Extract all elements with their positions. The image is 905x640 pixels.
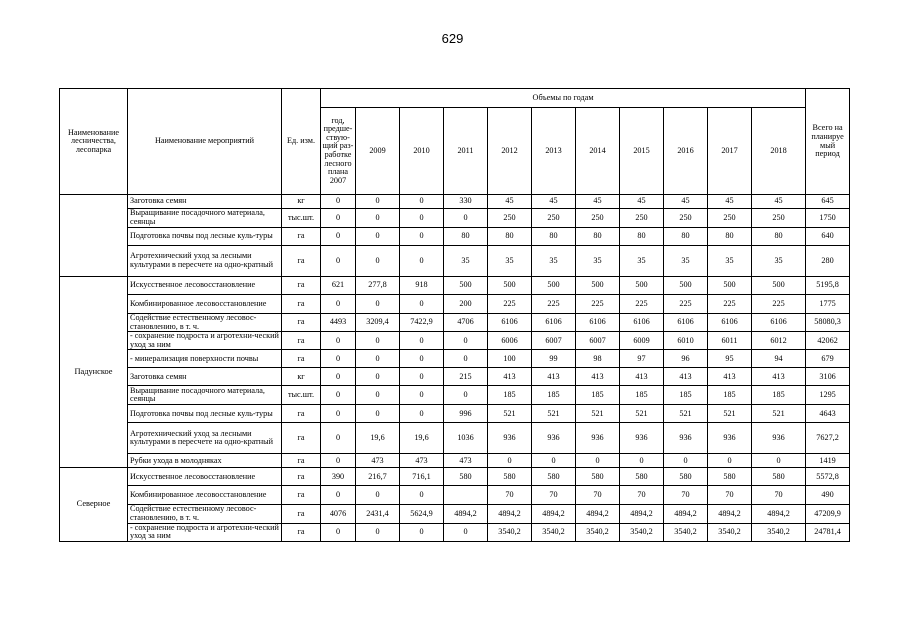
value-cell: 80 [620, 228, 664, 246]
value-cell: 70 [620, 486, 664, 505]
value-cell: 500 [532, 277, 576, 295]
unit-cell: кг [282, 195, 321, 209]
activity-name: Содействие естественному лесовос-становлению, в т. ч. [128, 314, 282, 332]
value-cell: 580 [752, 468, 806, 486]
value-cell: 185 [576, 386, 620, 405]
activity-name: Искусственное лесовосстановление [128, 468, 282, 486]
value-cell: 0 [444, 386, 488, 405]
value-cell: 6010 [664, 332, 708, 350]
table-row [60, 405, 850, 423]
value-cell: 185 [488, 386, 532, 405]
value-cell: 5624,9 [400, 505, 444, 523]
value-cell: 185 [708, 386, 752, 405]
total-cell: 47209,9 [806, 505, 850, 523]
table-row [60, 246, 850, 277]
value-cell: 0 [400, 368, 444, 386]
value-cell: 250 [752, 209, 806, 228]
value-cell: 225 [708, 295, 752, 314]
value-cell: 996 [444, 405, 488, 423]
value-cell: 35 [444, 246, 488, 277]
total-cell: 4643 [806, 405, 850, 423]
value-cell: 0 [400, 523, 444, 541]
unit-cell: га [282, 350, 321, 368]
value-cell: 3540,2 [752, 523, 806, 541]
value-cell: 0 [321, 350, 356, 368]
total-cell: 1295 [806, 386, 850, 405]
value-cell: 6106 [532, 314, 576, 332]
value-cell: 0 [400, 332, 444, 350]
value-cell: 0 [400, 386, 444, 405]
activity-name: Рубки ухода в молодняках [128, 454, 282, 468]
value-cell: 413 [532, 368, 576, 386]
value-cell: 45 [488, 195, 532, 209]
value-cell: 6106 [488, 314, 532, 332]
unit-cell: га [282, 523, 321, 541]
value-cell: 500 [576, 277, 620, 295]
table-row [60, 468, 850, 486]
value-cell: 0 [356, 523, 400, 541]
table-row [60, 209, 850, 228]
forestry-name: Падунское [60, 277, 128, 468]
value-cell: 0 [321, 454, 356, 468]
value-cell: 0 [321, 332, 356, 350]
value-cell: 4493 [321, 314, 356, 332]
value-cell: 70 [488, 486, 532, 505]
value-cell: 0 [444, 209, 488, 228]
value-cell: 6106 [576, 314, 620, 332]
value-cell: 936 [620, 423, 664, 454]
unit-cell: га [282, 277, 321, 295]
header-year: 2012 [488, 108, 532, 195]
value-cell: 521 [488, 405, 532, 423]
value-cell: 0 [400, 295, 444, 314]
value-cell: 19,6 [356, 423, 400, 454]
value-cell: 0 [321, 209, 356, 228]
value-cell: 6007 [532, 332, 576, 350]
value-cell: 0 [356, 195, 400, 209]
value-cell: 95 [708, 350, 752, 368]
value-cell: 225 [576, 295, 620, 314]
header-year: 2016 [664, 108, 708, 195]
unit-cell: га [282, 295, 321, 314]
value-cell: 35 [576, 246, 620, 277]
unit-cell: га [282, 246, 321, 277]
value-cell: 473 [444, 454, 488, 468]
activity-name: Подготовка почвы под лесные куль-туры [128, 405, 282, 423]
value-cell: 0 [321, 246, 356, 277]
header-year: 2009 [356, 108, 400, 195]
value-cell: 473 [356, 454, 400, 468]
value-cell: 500 [752, 277, 806, 295]
value-cell: 6106 [708, 314, 752, 332]
value-cell: 6106 [664, 314, 708, 332]
value-cell: 225 [664, 295, 708, 314]
value-cell: 4706 [444, 314, 488, 332]
value-cell: 4076 [321, 505, 356, 523]
value-cell: 225 [752, 295, 806, 314]
unit-cell: га [282, 423, 321, 454]
value-cell: 45 [620, 195, 664, 209]
value-cell: 500 [708, 277, 752, 295]
value-cell: 4894,2 [664, 505, 708, 523]
unit-cell: тыс.шт. [282, 386, 321, 405]
value-cell: 277,8 [356, 277, 400, 295]
value-cell: 6011 [708, 332, 752, 350]
header-year: 2011 [444, 108, 488, 195]
activity-name: Содействие естественному лесовос-становлению, в т. ч. [128, 505, 282, 523]
value-cell: 4894,2 [620, 505, 664, 523]
value-cell: 580 [444, 468, 488, 486]
value-cell: 80 [488, 228, 532, 246]
value-cell: 521 [532, 405, 576, 423]
table-row [60, 505, 850, 523]
value-cell: 35 [488, 246, 532, 277]
header-total: Всего на планируе мый период [806, 89, 850, 195]
value-cell: 19,6 [400, 423, 444, 454]
header-prev-period: год, предше-ствую-щий раз-работке лесного плана 2007 [321, 108, 356, 195]
unit-cell: га [282, 314, 321, 332]
value-cell: 35 [532, 246, 576, 277]
table-row [60, 523, 850, 541]
unit-cell: тыс.шт. [282, 209, 321, 228]
total-cell: 7627,2 [806, 423, 850, 454]
value-cell: 0 [321, 405, 356, 423]
value-cell: 0 [321, 295, 356, 314]
value-cell: 70 [532, 486, 576, 505]
table-row [60, 228, 850, 246]
value-cell: 0 [356, 486, 400, 505]
total-cell: 490 [806, 486, 850, 505]
value-cell: 0 [444, 332, 488, 350]
value-cell: 580 [708, 468, 752, 486]
value-cell: 413 [708, 368, 752, 386]
value-cell: 250 [576, 209, 620, 228]
value-cell: 936 [664, 423, 708, 454]
value-cell: 0 [356, 405, 400, 423]
value-cell: 580 [620, 468, 664, 486]
value-cell: 4894,2 [532, 505, 576, 523]
value-cell: 6106 [752, 314, 806, 332]
header-year: 2018 [752, 108, 806, 195]
value-cell: 0 [321, 368, 356, 386]
total-cell: 280 [806, 246, 850, 277]
table-row [60, 314, 850, 332]
table-row [60, 295, 850, 314]
value-cell: 225 [620, 295, 664, 314]
activity-name: - минерализация поверхности почвы [128, 350, 282, 368]
value-cell: 216,7 [356, 468, 400, 486]
value-cell: 580 [488, 468, 532, 486]
value-cell: 0 [356, 332, 400, 350]
table-row [60, 386, 850, 405]
value-cell: 6006 [488, 332, 532, 350]
value-cell: 0 [356, 386, 400, 405]
page-number: 629 [441, 31, 464, 46]
value-cell: 35 [620, 246, 664, 277]
value-cell: 500 [488, 277, 532, 295]
activity-name: Заготовка семян [128, 195, 282, 209]
value-cell: 4894,2 [444, 505, 488, 523]
total-cell: 640 [806, 228, 850, 246]
value-cell: 6106 [620, 314, 664, 332]
value-cell: 473 [400, 454, 444, 468]
value-cell: 3540,2 [576, 523, 620, 541]
value-cell: 0 [400, 246, 444, 277]
activity-name: - сохранение подроста и агротехни-ческий уход за ним [128, 332, 282, 350]
value-cell: 45 [576, 195, 620, 209]
value-cell: 45 [708, 195, 752, 209]
value-cell: 35 [664, 246, 708, 277]
value-cell: 45 [752, 195, 806, 209]
value-cell: 0 [321, 523, 356, 541]
value-cell: 250 [620, 209, 664, 228]
value-cell: 6012 [752, 332, 806, 350]
value-cell: 185 [532, 386, 576, 405]
value-cell: 716,1 [400, 468, 444, 486]
value-cell: 70 [664, 486, 708, 505]
value-cell: 96 [664, 350, 708, 368]
header-forestry: Наименование лесничества, лесопарка [60, 89, 128, 195]
value-cell [444, 486, 488, 505]
forestry-name: Северное [60, 468, 128, 541]
forest-plan-table [59, 88, 850, 542]
value-cell: 3540,2 [620, 523, 664, 541]
value-cell: 413 [752, 368, 806, 386]
table-row [60, 350, 850, 368]
value-cell: 80 [664, 228, 708, 246]
value-cell: 0 [321, 486, 356, 505]
value-cell: 7422,9 [400, 314, 444, 332]
total-cell: 3106 [806, 368, 850, 386]
value-cell: 45 [532, 195, 576, 209]
total-cell: 5195,8 [806, 277, 850, 295]
value-cell: 3540,2 [708, 523, 752, 541]
value-cell: 45 [664, 195, 708, 209]
value-cell: 0 [532, 454, 576, 468]
value-cell: 521 [576, 405, 620, 423]
value-cell: 521 [664, 405, 708, 423]
value-cell: 0 [400, 350, 444, 368]
value-cell: 0 [400, 405, 444, 423]
value-cell: 6009 [620, 332, 664, 350]
value-cell: 413 [488, 368, 532, 386]
unit-cell: кг [282, 368, 321, 386]
value-cell: 215 [444, 368, 488, 386]
table-row [60, 195, 850, 209]
total-cell: 1775 [806, 295, 850, 314]
value-cell: 0 [444, 523, 488, 541]
unit-cell: га [282, 228, 321, 246]
header-activity: Наименование мероприятий [128, 89, 282, 195]
forestry-name [60, 195, 128, 277]
value-cell: 0 [321, 195, 356, 209]
value-cell: 80 [444, 228, 488, 246]
value-cell: 4894,2 [576, 505, 620, 523]
unit-cell: га [282, 486, 321, 505]
value-cell: 0 [321, 386, 356, 405]
unit-cell: га [282, 468, 321, 486]
value-cell: 330 [444, 195, 488, 209]
value-cell: 580 [664, 468, 708, 486]
value-cell: 521 [752, 405, 806, 423]
value-cell: 1036 [444, 423, 488, 454]
value-cell: 936 [752, 423, 806, 454]
table-row [60, 332, 850, 350]
table-row [60, 423, 850, 454]
value-cell: 80 [752, 228, 806, 246]
total-cell: 645 [806, 195, 850, 209]
value-cell: 936 [488, 423, 532, 454]
value-cell: 4894,2 [752, 505, 806, 523]
value-cell: 6007 [576, 332, 620, 350]
activity-name: Выращивание посадочного материала, сеянцы [128, 209, 282, 228]
value-cell: 918 [400, 277, 444, 295]
value-cell: 80 [708, 228, 752, 246]
value-cell: 98 [576, 350, 620, 368]
value-cell: 80 [576, 228, 620, 246]
total-cell: 1750 [806, 209, 850, 228]
table-row [60, 454, 850, 468]
value-cell: 936 [532, 423, 576, 454]
value-cell: 500 [444, 277, 488, 295]
value-cell: 0 [664, 454, 708, 468]
unit-cell: га [282, 454, 321, 468]
unit-cell: га [282, 505, 321, 523]
value-cell: 580 [576, 468, 620, 486]
value-cell: 94 [752, 350, 806, 368]
value-cell: 0 [752, 454, 806, 468]
value-cell: 413 [620, 368, 664, 386]
value-cell: 0 [576, 454, 620, 468]
value-cell: 0 [444, 350, 488, 368]
value-cell: 0 [708, 454, 752, 468]
value-cell: 185 [664, 386, 708, 405]
total-cell: 5572,8 [806, 468, 850, 486]
value-cell: 225 [532, 295, 576, 314]
value-cell: 0 [356, 209, 400, 228]
value-cell: 0 [321, 423, 356, 454]
total-cell: 42062 [806, 332, 850, 350]
value-cell: 80 [532, 228, 576, 246]
value-cell: 250 [532, 209, 576, 228]
total-cell: 58080,3 [806, 314, 850, 332]
value-cell: 0 [356, 246, 400, 277]
value-cell: 4894,2 [488, 505, 532, 523]
value-cell: 580 [532, 468, 576, 486]
activity-name: Агротехнический уход за лесными культурами в пересчете на одно-кратный [128, 423, 282, 454]
value-cell: 0 [356, 350, 400, 368]
table-row [60, 486, 850, 505]
value-cell: 936 [576, 423, 620, 454]
value-cell: 35 [708, 246, 752, 277]
header-year: 2010 [400, 108, 444, 195]
value-cell: 225 [488, 295, 532, 314]
value-cell: 70 [752, 486, 806, 505]
activity-name: Подготовка почвы под лесные куль-туры [128, 228, 282, 246]
value-cell: 936 [708, 423, 752, 454]
unit-cell: га [282, 332, 321, 350]
value-cell: 3209,4 [356, 314, 400, 332]
value-cell: 200 [444, 295, 488, 314]
value-cell: 97 [620, 350, 664, 368]
total-cell: 679 [806, 350, 850, 368]
value-cell: 0 [400, 209, 444, 228]
value-cell: 413 [664, 368, 708, 386]
value-cell: 250 [708, 209, 752, 228]
value-cell: 3540,2 [488, 523, 532, 541]
value-cell: 100 [488, 350, 532, 368]
value-cell: 250 [488, 209, 532, 228]
value-cell: 0 [620, 454, 664, 468]
value-cell: 70 [576, 486, 620, 505]
value-cell: 185 [620, 386, 664, 405]
unit-cell: га [282, 405, 321, 423]
activity-name: Заготовка семян [128, 368, 282, 386]
value-cell: 250 [664, 209, 708, 228]
value-cell: 0 [321, 228, 356, 246]
value-cell: 413 [576, 368, 620, 386]
table-body [60, 195, 850, 542]
table-row [60, 368, 850, 386]
header-year: 2017 [708, 108, 752, 195]
header-unit: Ед. изм. [282, 89, 321, 195]
header-year: 2014 [576, 108, 620, 195]
value-cell: 500 [620, 277, 664, 295]
value-cell: 0 [400, 195, 444, 209]
value-cell: 521 [708, 405, 752, 423]
value-cell: 4894,2 [708, 505, 752, 523]
value-cell: 70 [708, 486, 752, 505]
value-cell: 3540,2 [664, 523, 708, 541]
activity-name: - сохранение подроста и агротехни-ческий уход за ним [128, 523, 282, 541]
total-cell: 1419 [806, 454, 850, 468]
value-cell: 390 [321, 468, 356, 486]
value-cell: 0 [356, 228, 400, 246]
value-cell: 99 [532, 350, 576, 368]
activity-name: Комбинированное лесовосстановление [128, 486, 282, 505]
value-cell: 0 [356, 295, 400, 314]
value-cell: 0 [356, 368, 400, 386]
activity-name: Искусственное лесовосстановление [128, 277, 282, 295]
value-cell: 2431,4 [356, 505, 400, 523]
value-cell: 0 [488, 454, 532, 468]
header-year: 2015 [620, 108, 664, 195]
header-volumes-by-year: Объемы по годам [321, 89, 806, 108]
value-cell: 621 [321, 277, 356, 295]
table-row [60, 277, 850, 295]
total-cell: 24781,4 [806, 523, 850, 541]
header-year: 2013 [532, 108, 576, 195]
value-cell: 0 [400, 486, 444, 505]
value-cell: 500 [664, 277, 708, 295]
activity-name: Агротехнический уход за лесными культурами в пересчете на одно-кратный [128, 246, 282, 277]
value-cell: 3540,2 [532, 523, 576, 541]
value-cell: 0 [400, 228, 444, 246]
activity-name: Комбинированное лесовосстановление [128, 295, 282, 314]
value-cell: 521 [620, 405, 664, 423]
value-cell: 35 [752, 246, 806, 277]
activity-name: Выращивание посадочного материала, сеянцы [128, 386, 282, 405]
value-cell: 185 [752, 386, 806, 405]
